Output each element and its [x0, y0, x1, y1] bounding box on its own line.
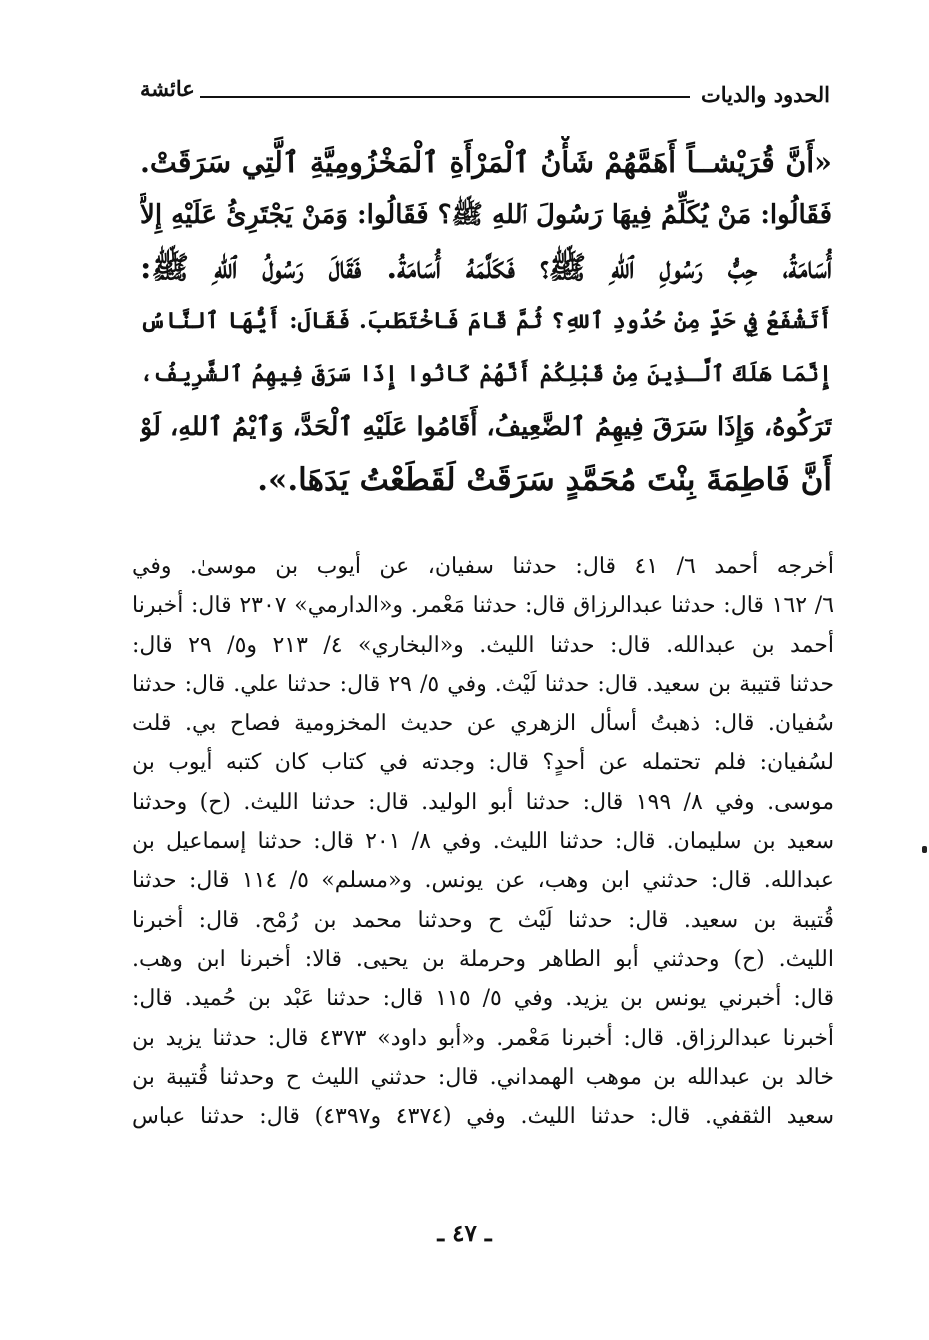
hadith-text: [140, 136, 832, 507]
hadith-line: أُسَامَةُ، حِبُّ رَسُولِ ٱللهِ ﷺ؟ فَكَلَّمَهُ أُسَامَةُ. فَقَالَ رَسُولُ ٱللهِ ﷺ:: [140, 250, 832, 286]
note-line: أخرجه أحمد ٦/ ٤١ قال: حدثنا سفيان، عن أيوب بن موسىٰ. وفي: [132, 554, 834, 579]
hadith-line: تَرَكُوهُ، وَإِذَا سَرَقَ فِيهِمُ ٱلضَّعِيفُ، أَقَامُوا عَلَيْهِ ٱلْحَدَّ، وَٱيْمُ ٱللهِ، لَوْ: [140, 412, 832, 442]
note-line: حدثنا قتيبة بن سعيد. قال: حدثنا لَيْث. وفي ٥/ ٢٩ قال: حدثنا علي. قال: حدثنا: [132, 671, 834, 697]
hadith-line: فَقَالُوا: مَنْ يُكَلِّمُ فِيهَا رَسُولَ ٱللهِ ﷺ؟ فَقَالُوا: وَمَنْ يَجْتَرِئُ عَلَيْهِ إِلاَّ: [140, 200, 832, 230]
running-header: [140, 72, 830, 112]
note-line: لسُفيان: فلم تحتمله عن أحدٍ؟ قال: وجدته في كتاب كان كتبه أيوب بن: [132, 750, 834, 776]
note-line: أحمد بن عبدالله. قال: حدثنا الليث. و«البخاري» ٤/ ٢١٣ و٥/ ٢٩ قال:: [132, 632, 834, 658]
margin-mark: [922, 846, 927, 853]
note-line: خالد بن عبدالله بن موهب الهمداني. قال: حدثني الليث ح وحدثنا قُتيبة بن: [132, 1064, 834, 1090]
hadith-line: أَتَشْفَعُ فِي حَدٍّ مِنْ حُدُودِ ٱللهِ؟ ثُمَّ قَامَ فَاخْتَطَبَ. فَقَالَ: أَيُّهَا ٱلنَّاسُ: [140, 308, 832, 334]
header-rule: [200, 96, 690, 98]
hadith-line: أَنَّ فَاطِمَةَ بِنْتَ مُحَمَّدٍ سَرَقَتْ لَقَطَعْتُ يَدَهَا.».: [257, 462, 832, 498]
header-chapter-name: عائشة: [140, 76, 195, 101]
note-line: سعيد بن سليمان. قال: حدثنا الليث. وفي ٨/ ٢٠١ قال: حدثنا إسماعيل بن: [132, 829, 834, 855]
note-line: سُفيان. قال: ذهبتُ أسأل الزهري عن حديث المخزومية فصاح بي. قلت: [132, 711, 834, 737]
note-line: قُتيبة بن سعيد. قال: حدثنا لَيْث ح وحدثنا محمد بن رُمْح. قال: أخبرنا: [132, 907, 834, 933]
note-line: سعيد الثقفي. قال: حدثنا الليث. وفي (٤٣٧٤ و٤٣٩٧) قال: حدثنا عباس: [132, 1104, 834, 1130]
header-book-title: الحدود والديات: [700, 82, 830, 107]
note-line: ٦/ ١٦٢ قال: حدثنا عبدالرزاق قال: حدثنا مَعْمر. و«الدارمي» ٢٣٠٧ قال: أخبرنا: [132, 593, 834, 619]
note-line: عبدالله. قال: حدثني ابن وهب، عن يونس. و«مسلم» ٥/ ١١٤ قال: حدثنا: [132, 868, 834, 894]
takhrij-notes: [132, 547, 834, 1136]
hadith-line: «أَنَّ قُرَيْشــاً أَهَمَّهُمْ شَأْنُ ٱلْمَرْأَةِ ٱلْمَخْزُومِيَّةِ ٱلَّتِي سَرَقَتْ.: [140, 145, 832, 179]
note-line: أخبرنا عبدالرزاق. قال: أخبرنا مَعْمر. و«أبو داود» ٤٣٧٣ قال: حدثنا يزيد بن: [132, 1025, 834, 1051]
hadith-line: إِنَّمَا هَلَكَ ٱلَّـذِينَ مِنْ قَبْلِكُمْ أَنَّهُمْ كَانُوا إِذَا سَرَقَ فِيهِمُ ٱلشَّرِيفُ،: [140, 361, 832, 387]
note-line: موسى. وفي ٨/ ١٩٩ قال: حدثنا أبو الوليد. قال: حدثنا الليث. (ح) وحدثنا: [132, 789, 834, 815]
page-number: ـ ٤٧ ـ: [437, 1220, 492, 1247]
note-line: قال: أخبرني يونس بن يزيد. وفي ٥/ ١١٥ قال: حدثنا عَبْد بن حُميد. قال:: [132, 986, 834, 1012]
note-line: الليث. (ح) وحدثني أبو الطاهر وحرملة بن يحيى. قالا: أخبرنا ابن وهب.: [132, 946, 834, 972]
